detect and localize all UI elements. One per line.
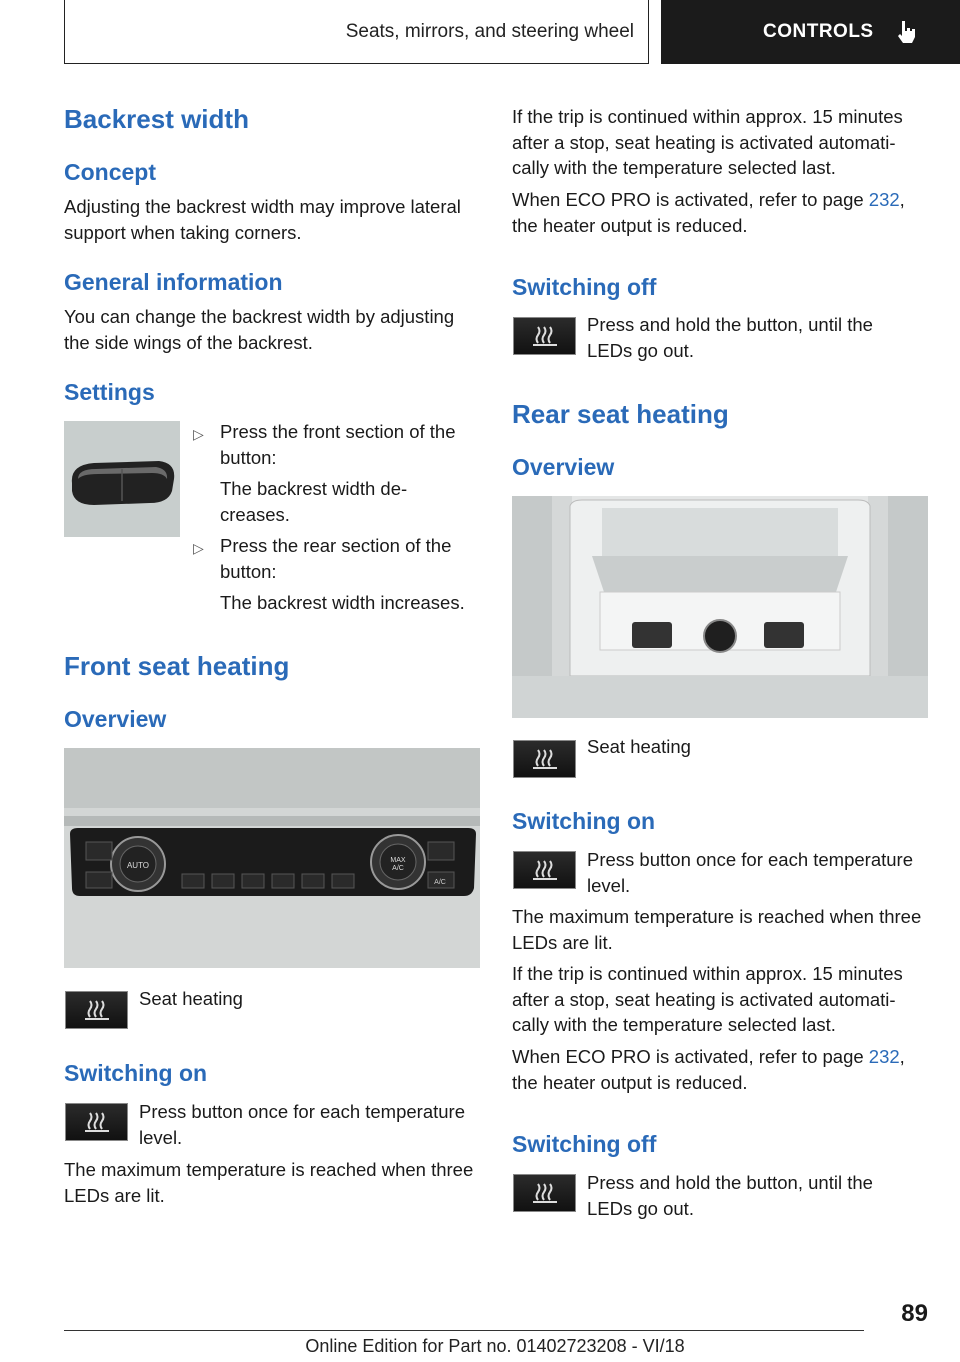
overview-title-rear: Overview xyxy=(512,454,615,480)
concept-title: Concept xyxy=(64,159,156,185)
section-title: Seats, mirrors, and steering wheel xyxy=(345,20,634,42)
switching-on-title-rear: Switching on xyxy=(512,808,656,834)
switching-on-text: Press button once for each temperature level. xyxy=(139,1101,465,1148)
bullet-icon: ▷ xyxy=(193,426,204,442)
switching-off-text: Press and hold the button, until the LEDs go out. xyxy=(587,314,873,361)
eco-pro-text-rear xyxy=(512,1044,930,1095)
eco-pro-text xyxy=(512,187,930,238)
svg-text:AUTO: AUTO xyxy=(126,861,150,870)
eco-text: When ECO PRO is activated, refer to page xyxy=(512,1046,869,1067)
general-info-text: You can change the backrest width by adjusting the side wings of the backrest. xyxy=(64,306,455,353)
seat-heating-label-rear: Seat heating xyxy=(587,736,691,757)
max-temp-text: The maximum temperature is reached when three LEDs are lit. xyxy=(64,1159,474,1206)
settings-item-1: Press the front section of the button: xyxy=(220,421,456,468)
overview-title: Overview xyxy=(64,706,167,732)
front-seat-heating-title: Front seat heating xyxy=(64,651,290,681)
eco-text: When ECO PRO is activated, refer to page xyxy=(512,189,869,210)
bullet-icon: ▷ xyxy=(193,540,204,556)
concept-text: Adjusting the backrest width may improve lateral support when taking corners. xyxy=(64,196,461,243)
switching-off-title: Switching off xyxy=(512,274,657,300)
seat-heating-icon xyxy=(513,851,576,889)
settings-title: Settings xyxy=(64,379,155,405)
hand-pointer-icon xyxy=(896,19,918,45)
footer-divider xyxy=(64,1330,864,1331)
seat-heating-icon xyxy=(513,1174,576,1212)
chapter-title: CONTROLS xyxy=(763,21,874,42)
rear-seat-heating-title: Rear seat heating xyxy=(512,399,729,429)
page-link[interactable]: 232 xyxy=(868,1046,900,1067)
switching-on-title: Switching on xyxy=(64,1060,208,1086)
eco-text-after: , the heater output is reduced. xyxy=(512,189,905,236)
page-number: 89 xyxy=(901,1300,928,1327)
general-info-title: General information xyxy=(64,269,283,295)
seat-heating-icon xyxy=(65,1103,128,1141)
settings-result-1: The backrest width de-creases. xyxy=(220,478,408,525)
rear-console-image xyxy=(512,496,928,718)
switching-off-title-rear: Switching off xyxy=(512,1131,657,1157)
svg-text:A/C: A/C xyxy=(392,865,404,872)
backrest-width-title: Backrest width xyxy=(64,104,249,134)
max-temp-text-rear: The maximum temperature is reached when three LEDs are lit. xyxy=(512,906,922,953)
settings-result-2: The backrest width increases. xyxy=(220,592,465,613)
trip-text-rear: If the trip is continued within approx. 15 minutes after a stop, seat heating is activated automati-cally with the temperature selected last. xyxy=(512,963,903,1035)
section-header xyxy=(64,0,649,64)
seat-heating-icon xyxy=(513,317,576,355)
edition-footer: Online Edition for Part no. 01402723208 - VI/18 xyxy=(305,1336,685,1356)
switching-on-text-rear: Press button once for each temperature level. xyxy=(587,849,913,896)
svg-text:MAX: MAX xyxy=(390,857,406,864)
page-link[interactable]: 232 xyxy=(868,189,900,210)
chapter-header xyxy=(661,0,960,64)
eco-text-after: , the heater output is reduced. xyxy=(512,1046,905,1093)
backrest-button-image xyxy=(64,421,180,537)
seat-heating-icon xyxy=(513,740,576,778)
climate-control-panel-image xyxy=(64,748,480,968)
trip-text: If the trip is continued within approx. 15 minutes after a stop, seat heating is activated automati-cally with the temperature selected last. xyxy=(512,106,903,178)
seat-heating-label: Seat heating xyxy=(139,988,243,1009)
svg-text:A/C: A/C xyxy=(434,879,446,886)
switching-off-text-rear: Press and hold the button, until the LEDs go out. xyxy=(587,1172,873,1219)
settings-item-2: Press the rear section of the button: xyxy=(220,535,452,582)
seat-heating-icon xyxy=(65,991,128,1029)
